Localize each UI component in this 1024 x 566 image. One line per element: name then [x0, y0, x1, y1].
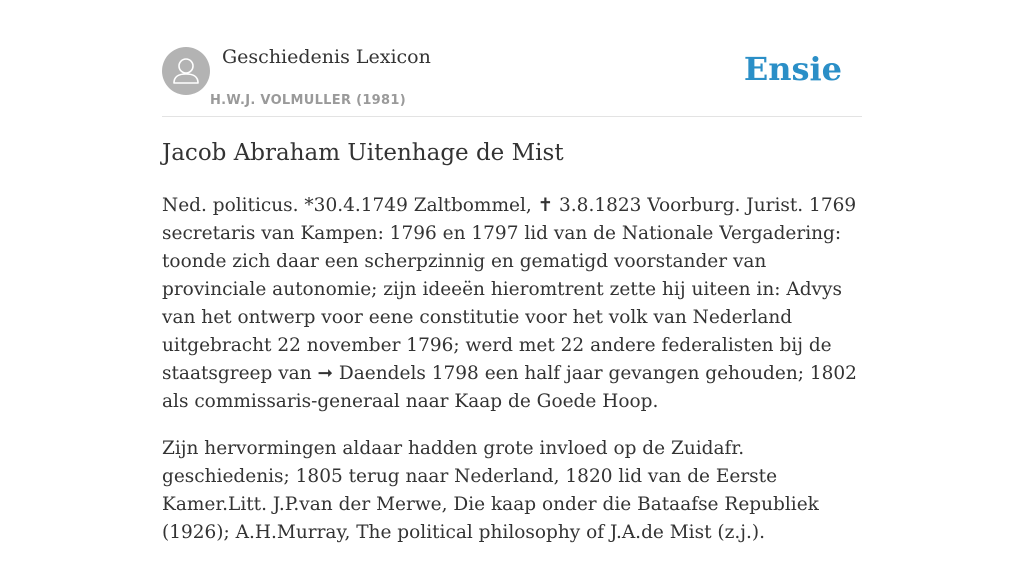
- entry-body: [162, 192, 864, 566]
- paragraph-1-text: Ned. politicus. *30.4.1749 Zaltbommel, ✝ 3.8.1823 Voorburg. Jurist. 1769 secretaris van Kampen: 1796 en 1797 lid van de Nationale Vergadering: toonde zich daar een scherpzinnig en gematigd voorstander van provinciale autonomie; zijn ideeën hieromtrent zette hij uiteen in: Advys van het ontwerp voor eene constitutie voor het volk van Nederland uitgebracht 22 november 1796; werd met 22 andere federalisten bij de staatsgreep van: [162, 195, 857, 384]
- link-daendels-text: Daendels 1798 een half jaar gevangen gehouden; 1802 als commissaris-generaal naar Kaap de Goede Hoop.: [162, 363, 857, 412]
- source-header: [162, 44, 862, 117]
- arrow-right-icon: ➞: [317, 363, 334, 384]
- user-icon: [162, 47, 210, 95]
- paragraph-2: Zijn hervormingen aldaar hadden grote invloed op de Zuidafr. geschiedenis; 1805 terug naar Nederland, 1820 lid van de Eerste Kamer.Litt. J.P.van der Merwe, Die kaap onder die Bataafse Republiek (1926); A.H.Murray, The political philosophy of J.A.de Mist (z.j.).: [162, 438, 819, 543]
- avatar[interactable]: [162, 47, 210, 95]
- ensie-logo[interactable]: Ensie: [743, 50, 842, 88]
- source-title[interactable]: Geschiedenis Lexicon: [222, 46, 431, 68]
- paragraph-1: [162, 192, 864, 416]
- author-byline: H.W.J. VOLMULLER (1981): [210, 93, 406, 108]
- entry-title: Jacob Abraham Uitenhage de Mist: [162, 140, 564, 166]
